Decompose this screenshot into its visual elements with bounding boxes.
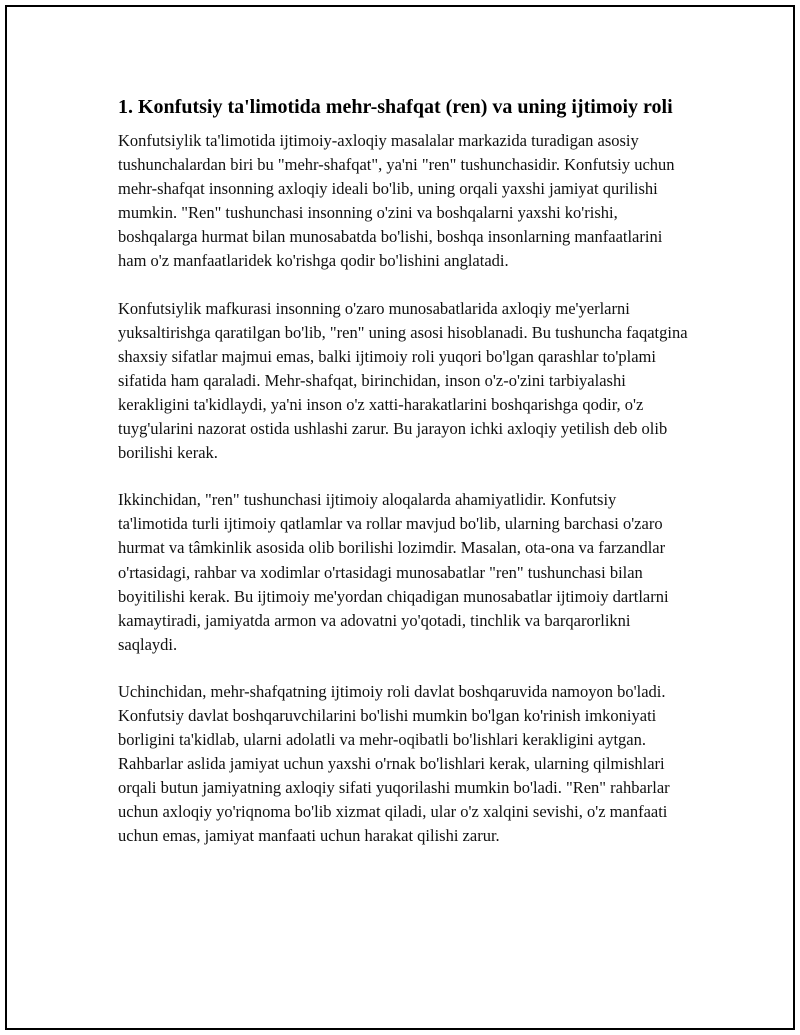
paragraph-2: Konfutsiylik mafkurasi insonning o'zaro munosabatlarida axloqiy me'yerlarni yuksaltirishga qaratilgan bo'lib, "ren" uning asosi hisoblanadi. Bu tushuncha faqatgina shaxsiy sifatlar majmui emas, balki ijtimoiy roli yuqori bo'lgan qarashlar to'plami sifatida ham qaraladi. Mehr-shafqat, birinchidan, inson o'z-o'zini tarbiyalashi kerakligini ta'kidlaydi, ya'ni inson o'z xatti-harakatlarini boshqarishga qodir, o'z tuyg'ularini nazorat ostida ushlashi zarur. Bu jarayon ichki axloqiy yetilish deb olib borilishi kerak. <box>118 298 688 463</box>
document-body <box>118 93 688 872</box>
section-heading: 1. Konfutsiy ta'limotida mehr-shafqat (ren) va uning ijtimoiy roli <box>118 96 673 118</box>
paragraph-1: Konfutsiylik ta'limotida ijtimoiy-axloqiy masalalar markazida turadigan asosiy tushunchalardan biri bu "mehr-shafqat", ya'ni "ren" tushunchasidir. Konfutsiy uchun mehr-shafqat insonning axloqiy ideali bo'lib, uning orqali yaxshi jamiyat qurilishi mumkin. "Ren" tushunchasi insonning o'zini va boshqalarni yaxshi ko'rishi, boshqalarga hurmat bilan munosabatda bo'lishi, boshqa insonlarning manfaatlarini ham o'z manfaatlaridek ko'rishga qodir bo'lishini anglatadi. <box>118 131 675 271</box>
paragraph-3: Ikkinchidan, "ren" tushunchasi ijtimoiy aloqalarda ahamiyatlidir. Konfutsiy ta'limotida turli ijtimoiy qatlamlar va rollar mavjud bo'lib, ularning barchasi o'zaro hurmat va tâmkinlik asosida olib borilishi lozimdir. Masalan, ota-ona va farzandlar o'rtasidagi, rahbar va xodimlar o'rtasidagi munosabatlar "ren" tushunchasi bilan boyitilishi kerak. Bu ijtimoiy me'yordan chiqadigan munosabatlar ijtimoiy dartlarni kamaytiradi, jamiyatda armon va adovatni yo'qotadi, tinchlik va barqarorlikni saqlaydi. <box>118 490 669 654</box>
paragraph-4: Uchinchidan, mehr-shafqatning ijtimoiy roli davlat boshqaruvida namoyon bo'ladi. Konfutsiy davlat boshqaruvchilarini bo'lishi mumkin bo'lgan ko'rinish imkoniyati borligini ta'kidlab, ularni adolatli va mehr-oqibatli bo'lishlari kerakligini aytgan. Rahbarlar aslida jamiyat uchun yaxshi o'rnak bo'lishlari kerak, ularning qilmishlari orqali butun jamiyatning axloqiy sifati yuqorilashi mumkin bo'ladi. "Ren" rahbarlar uchun axloqiy yo'riqnoma bo'lib xizmat qiladi, ular o'z xalqini sevishi, o'z manfaati uchun emas, jamiyat manfaati uchun harakat qilishi zarur. <box>118 681 670 846</box>
